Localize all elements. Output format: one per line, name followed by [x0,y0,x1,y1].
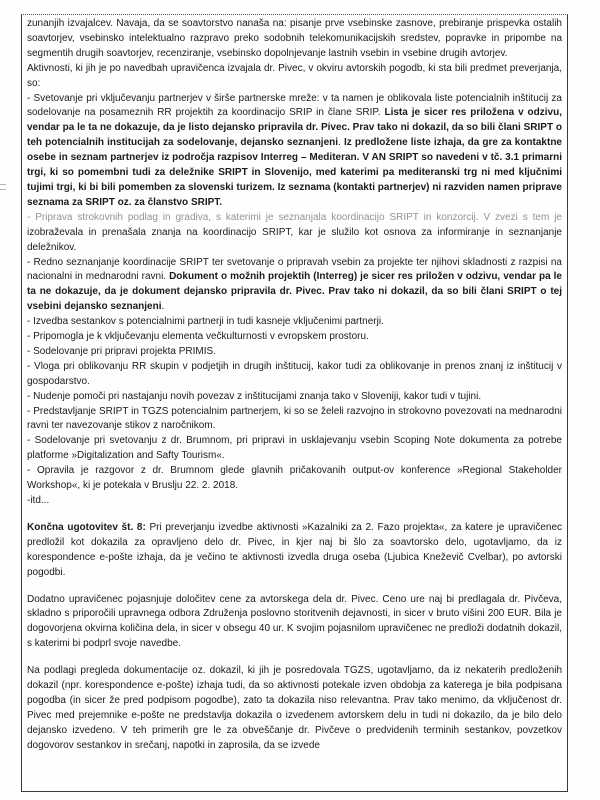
faded-text-run: - Priprava strokovnih podlag in gradiva, s katerimi je seznanjala koordinacijo SRIPT in konzorcij. V zvezi s tem je [27,211,562,223]
paragraph-coauthorship-description [27,17,562,62]
text-run: . [338,137,344,149]
paragraph-documentation-assessment [27,664,562,753]
text-run: - Pripomogla je k vključevanju elementa večkulturnosti v evropskem prostoru. [27,331,369,343]
text-run: -itd... [27,495,50,506]
text-run: - Opravila je razgovor z dr. Brumnom glede glavnih pričakovanih output-ov konference »Regional Stakeholder Workshop«, ki je potekala v Bruslju 22. 2. 2018. [27,465,562,492]
activity-item-partner-networks [27,92,562,211]
paragraph-final-finding-8 [27,521,562,581]
text-run: izobraževala in prenašala znanja na koordinacijo SRIPT, kar je služilo kot osnova za informiranje in seznanjanje deležnikov. [27,226,562,253]
activity-item-multiculturalism [27,330,562,345]
text-run: zunanjih izvajalcev. Navaja, da se soavtorstvo nanaša na: pisanje prve vsebinske zasnove, prebiranje prispevka ostalih soavtorjev, vsebinsko intelektualno razpravo preko sodobnih telekomunikacijskih sredstev, popravke in pripombe na segmentih drugih soavtorjev, recenziranje, vsebinsko dopolnjevanje lastnih vsebin in vsebine drugih avtorjev. [27,18,562,59]
text-run: - Predstavljanje SRIPT in TGZS potencialnim partnerjem, ki so se želeli razvojno in strokovno povezovati na mednarodni ravni ter navezovanje stikov z naročnikom. [27,405,562,432]
activity-item-rr-groups [27,360,562,390]
text-run: Na podlagi pregleda dokumentacije oz. dokazil, ki jih je posredovala TGZS, ugotavljamo, da iz nekaterih predloženih dokazil (npr. korespondence e-pošte) izhaja tudi, da so aktivnosti potekale izven obdobja za katerega je bila podpisana pogodba (in sicer že pred podpisom pogodbe), zato ta dokazila niso relevantna. Prav tako menimo, da vključenost dr. Pivec med prejemnike e-pošte ne predstavlja dokazila o izvedenem avtorskem delu in tudi ni dokazilo, da je bilo delo dejansko izvedeno. V teh primerih gre le za obveščanje dr. Pivčeve o predvidenih terminih sestankov, povzetkov dogovorov sestankov in srečanj, napotki in zaprosila, da se izvede [27,665,562,751]
paragraph-activities-intro [27,62,562,92]
text-run: - Redno seznanjanje koordinacije SRIPT ter svetovanje o pripravah vsebin za projekte ter njihovi skladnosti z razpisi na nacionalni in mednarodni ravni. [27,256,562,283]
activity-item-workshop-interview [27,464,562,494]
text-run: Pri preverjanju izvedbe aktivnosti »Kazalniki za 2. Fazo projekta«, za katere je upravičenec predložil kot dokazila za opravljeno delo dr. Pivec, in kjer naj bi šlo za soavtorsko delo, ugotavljamo, da iz korespondence e-pošte izhaja, da je večino te aktivnosti izvedla druga oseba (Ljubica Kneževič Cvelbar), po avtorski pogodbi. [27,521,563,578]
paragraph-price-justification [27,593,562,653]
text-run: - Sodelovanje pri pripravi projekta PRIMIS. [27,345,216,357]
activity-item-expert-materials [27,211,562,256]
text-run: . [161,301,165,313]
bold-finding-run: Dokument o možnih projektih (Interreg) je sicer res priložen v odzivu, vendar pa le ta ne dokazuje, da je dokument dejansko pripravila dr. Pivec. Prav tako ni dokazil, da so bili člani SRIPT o tej vsebini dejansko seznanjeni [27,271,562,313]
text-run: Dodatno upravičenec pojasnjuje določitev cene za avtorskega dela dr. Pivec. Ceno ure naj bi predlagala dr. Pivčeva, skladno s priporočili upravnega odbora Združenja poslovno storitvenih dejavnosti, in sicer v bruto višini 200 EUR. Bila je dogovorjena okvirna količina dela, in sicer v obsegu 40 ur. K svojim pojasnilom upravičenec ne predloži dodatnih dokazil, s katerimi bi podprl svoje navedbe. [27,593,562,650]
text-run: - Izvedba sestankov s potencialnimi partnerji in tudi kasneje vključenimi partnerji. [27,316,384,328]
left-margin-scan-mark [0,184,7,192]
activity-item-coordination-briefing [27,256,562,316]
text-run: - Svetovanje pri vključevanju partnerjev v širše partnerske mreže: v ta namen je oblikovala liste potencialnih inštitucij za sodelovanje na posameznih RR projektih za koordinacijo SRIP in člane SRIP. [27,92,562,119]
document-text-block [21,14,568,792]
text-run: - Sodelovanje pri svetovanju z dr. Brumnom, pri pripravi in usklajevanju vsebin Scoping Note dokumenta za potrebe platforme »Digitalization and Safty Tourism«. [27,435,562,462]
bold-finding-run: Iz predložene liste izhaja, da gre za kontaktne osebe in seznam partnerjev iz področja razpisov Interreg – Mediteran. V AN SRIPT so navedeni v tč. 3.1 primarni trgi, ki so pomembni tudi za deležnike SRIPT in Slovenijo, med katerimi pa mediteranski trg ni med ključnimi tujimi trgi, ki bi bili pomemben za slovenski turizem. Iz seznama (kontakti partnerjev) ni razviden namen priprave seznama za SRIPT oz. za članstvo SRIPT. [27,137,562,208]
activity-item-sript-tgzs-presentation [27,405,562,435]
activity-item-meetings [27,315,562,330]
activity-item-new-connections [27,390,562,405]
final-finding-label: Končna ugotovitev št. 8: [27,521,146,533]
activity-item-etc [27,494,562,509]
text-run: - Nudenje pomoči pri nastajanju novih povezav z inštitucijami znanja tako v Sloveniji, kakor tudi v tujini. [27,390,482,402]
activity-item-primis-project [27,345,562,360]
activity-item-scoping-note [27,434,562,464]
text-run: - Vloga pri oblikovanju RR skupin v podjetjih in drugih inštitucij, kakor tudi za oblikovanje in prenos znanj iz inštitucij v gospodarstvo. [27,360,562,387]
bold-finding-run: Lista je sicer res priložena v odzivu, vendar pa le ta ne dokazuje, da je listo dejansko pripravila dr. Pivec. Prav tako ni dokazil, da so bili člani SRIPT o teh potencialnih institucijah za sodelovanje, dejansko seznanjeni [27,107,563,149]
text-run: Aktivnosti, ki jih je po navedbah upravičenca izvajala dr. Pivec, v okviru avtorskih pogodb, ki sta bili predmet preverjanja, so: [27,62,562,89]
